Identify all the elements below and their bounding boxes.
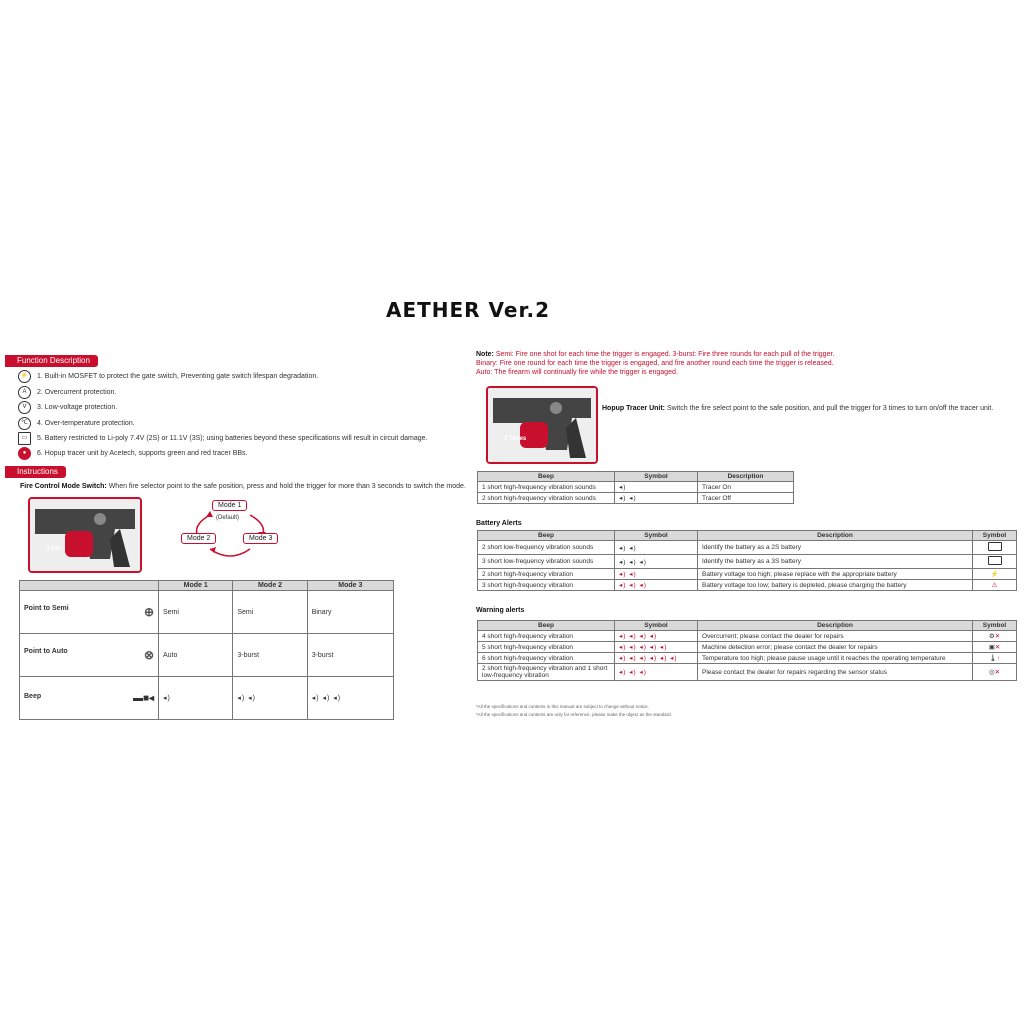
high-voltage-icon: ⚡: [973, 569, 1017, 580]
battery-alerts-heading: Battery Alerts: [476, 520, 522, 527]
table-row: 5 short high-frequency vibration ◂) ◂) ◂) ◂) ◂) Machine detection error; please contact the dealer for repairs ▣✕: [478, 642, 1017, 653]
table-row: 2 short high-frequency vibration and 1 short low-frequency vibration ◂) ◂) ◂) Please contact the dealer for repairs regarding the sensor status ◎✕: [478, 664, 1017, 681]
tracer-table: Beep Symbol Description 1 short high-frequency vibration sounds ◂) Tracer On 2 short high-frequency vibration sounds ◂) ◂) Tracer Off: [477, 471, 794, 504]
low-voltage-icon: V: [18, 401, 31, 414]
mode-table-header: Mode 1: [159, 581, 233, 591]
feature-item: ℃ 4. Over-temperature protection.: [18, 417, 135, 430]
table-row: Beep ▬■◂ ◂) ◂) ◂) ◂) ◂) ◂): [20, 677, 394, 720]
sec-label: 3 Sec: [46, 546, 62, 552]
table-row: 3 short low-frequency vibration sounds ◂) ◂) ◂) Identify the battery as a 3S battery: [478, 555, 1017, 569]
selector-semi-icon: ⊕: [143, 605, 154, 619]
gun-receiver-illustration: [488, 388, 596, 462]
sensor-error-icon: ◎✕: [973, 664, 1017, 681]
battery-alerts-table: Beep Symbol Description Symbol 2 short low-frequency vibration sounds ◂) ◂) Identify the battery as a 2S battery 3 short low-frequency vibration sounds ◂) ◂) ◂) Identify the battery as a 3S battery 2 short high-frequency vibration ◂) ◂) Battery voltage too high; please replace with the appropriate battery ⚡ 3 short high-frequency vibration ◂) ◂) ◂) Battery voltage too low; battery is depleted, please charging the battery ⚠: [477, 530, 1017, 591]
chip-error-icon: ▣✕: [973, 642, 1017, 653]
table-row: 2 short low-frequency vibration sounds ◂) ◂) Identify the battery as a 2S battery: [478, 541, 1017, 555]
feature-item: V 3. Low-voltage protection.: [18, 401, 117, 414]
high-temperature-icon: 🌡↑: [973, 653, 1017, 664]
mode-2-box: Mode 2: [181, 533, 216, 544]
selector-auto-icon: ⊗: [143, 648, 154, 662]
tracer-icon: ●: [18, 447, 31, 460]
motor-icon: ▬■◂: [132, 692, 154, 704]
mode-table: [19, 580, 394, 720]
table-row: 2 short high-frequency vibration ◂) ◂) Battery voltage too high; please replace with the appropriate battery ⚡: [478, 569, 1017, 580]
battery-2s-icon: [988, 542, 1002, 551]
table-row: Point to Semi ⊕ Semi Semi Binary: [20, 591, 394, 634]
feature-item: A 2. Overcurrent protection.: [18, 386, 116, 399]
feature-item: ● 6. Hopup tracer unit by Acetech, supports green and red tracer BBs.: [18, 447, 248, 460]
warning-alerts-table: Beep Symbol Description Symbol 4 short high-frequency vibration ◂) ◂) ◂) ◂) Overcurrent; please contact the dealer for repairs ⚙✕ 5 short high-frequency vibration ◂) ◂) ◂) ◂) ◂) Machine detection error; please contact the dealer for repairs ▣✕ 6 short high-frequency vibration ◂) ◂) ◂) ◂) ◂) ◂) Temperature too high; please pause usage until it reaches the operating temperature 🌡↑ 2 short high-frequency vibration and 1 short low-frequency vibration ◂) ◂) ◂) Please contact the dealer for repairs regarding the sensor status ◎✕: [477, 620, 1017, 681]
shield-icon: A: [18, 386, 31, 399]
mode-1-box: Mode 1: [212, 500, 247, 511]
page-title: AETHER Ver.2: [385, 298, 551, 322]
mode-1-default-label: (Default): [216, 515, 240, 521]
table-row: 6 short high-frequency vibration ◂) ◂) ◂) ◂) ◂) ◂) Temperature too high; please pause usage until it reaches the operating temperature 🌡↑: [478, 653, 1017, 664]
instructions-heading: Instructions: [5, 466, 66, 478]
function-description-heading: Function Description: [5, 355, 98, 367]
footnote: *All the specifications and contents are only for reference, please make the object as the standard.: [476, 712, 672, 717]
table-row: 1 short high-frequency vibration sounds ◂) Tracer On: [478, 482, 794, 493]
footnote: *All the specifications and contents in this manual are subject to change without notice.: [476, 704, 649, 709]
battery-3s-icon: [988, 556, 1002, 565]
table-row: Point to Auto ⊗ Auto 3-burst 3-burst: [20, 634, 394, 677]
mode-table-header: [20, 581, 159, 591]
note-block: Note: Semi: Fire one shot for each time the trigger is engaged. 3-burst: Fire three rounds for each pull of the trigger. Binary: Fire one round for each time the trigger is engaged, and fire another round each time the trigger is released. Auto: The firearm will continually fire while the trigger is engaged.: [476, 351, 835, 376]
table-row: 4 short high-frequency vibration ◂) ◂) ◂) ◂) Overcurrent; please contact the dealer for repairs ⚙✕: [478, 631, 1017, 642]
feature-item: ⚡ 1. Built-in MOSFET to protect the gate switch, Preventing gate switch lifespan degradation.: [18, 370, 318, 383]
table-row: 2 short high-frequency vibration sounds ◂) ◂) Tracer Off: [478, 493, 794, 504]
mode-table-header: Mode 3: [307, 581, 393, 591]
warning-triangle-icon: ⚠: [973, 580, 1017, 591]
fire-control-instruction: Fire Control Mode Switch: When fire selector point to the safe position, press and hold the trigger for more than 3 seconds to switch the mode.: [20, 483, 466, 490]
overcurrent-icon: ⚙✕: [973, 631, 1017, 642]
hopup-image: [486, 386, 598, 464]
thermometer-icon: ℃: [18, 417, 31, 430]
trigger-image: [28, 497, 142, 573]
mode-3-box: Mode 3: [243, 533, 278, 544]
mosfet-icon: ⚡: [18, 370, 31, 383]
feature-item: ▭ 5. Battery restricted to Li-poly 7.4V (2S) or 11.1V (3S); using batteries beyond these specifications will result in circuit damage.: [18, 432, 428, 445]
gun-receiver-illustration: [30, 499, 140, 571]
battery-icon: ▭: [18, 432, 31, 445]
times-label: 3 Times: [504, 436, 527, 442]
warning-alerts-heading: Warning alerts: [476, 607, 525, 614]
table-row: 3 short high-frequency vibration ◂) ◂) ◂) Battery voltage too low; battery is depleted, please charging the battery ⚠: [478, 580, 1017, 591]
mode-table-header: Mode 2: [233, 581, 307, 591]
hopup-instruction: Hopup Tracer Unit: Switch the fire select point to the safe position, and pull the trigger for 3 times to turn on/off the tracer unit.: [602, 405, 994, 412]
